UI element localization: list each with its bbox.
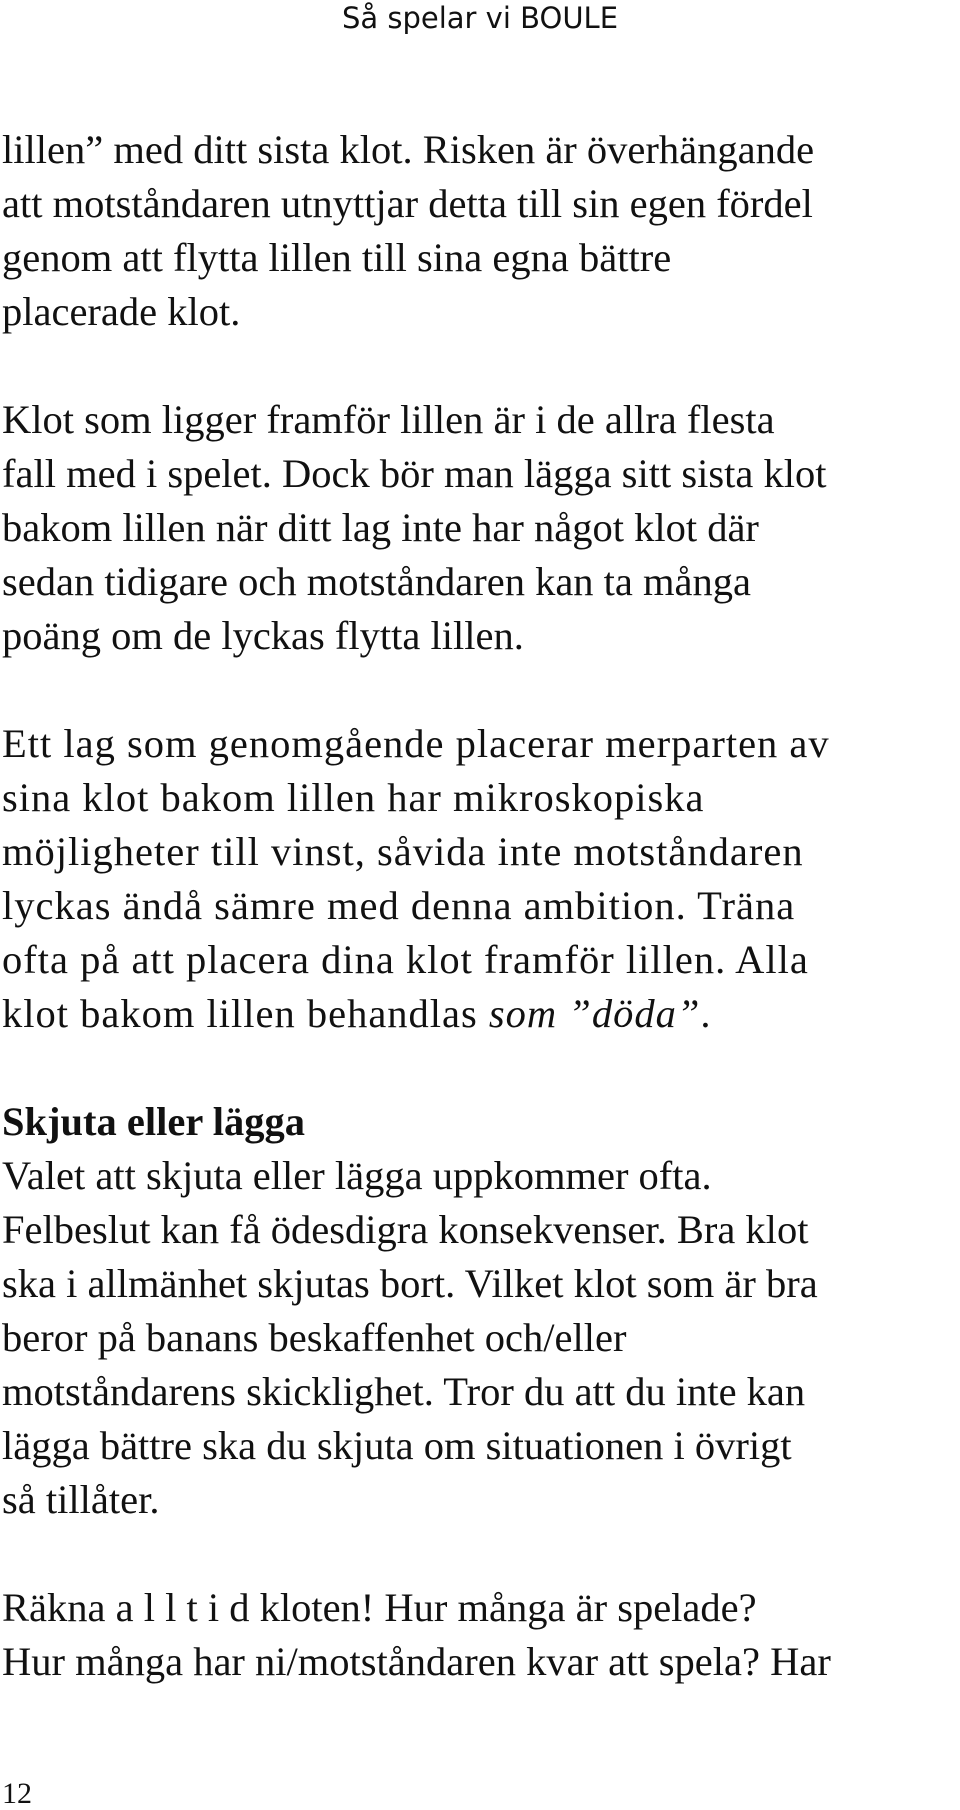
- text-line: genom att flytta lillen till sina egna bättre: [2, 235, 672, 280]
- running-header: Så spelar vi BOULE: [341, 1, 619, 35]
- text-line: Felbeslut kan få ödesdigra konsekvenser. Bra klot: [2, 1207, 809, 1252]
- text-line: motståndarens skicklighet. Tror du att du inte kan: [2, 1369, 806, 1414]
- text-run: klot bakom lillen behandlas: [2, 991, 489, 1036]
- text-line: lyckas ändå sämre med denna ambition. Träna: [2, 883, 796, 928]
- text-line-last: [2, 987, 958, 1041]
- text-line: ofta på att placera dina klot framför lillen. Alla: [2, 937, 809, 982]
- text-line: Hur många har ni/motståndaren kvar att spela? Har: [2, 1639, 831, 1684]
- paragraph-3: [2, 717, 958, 1041]
- text-line: möjligheter till vinst, såvida inte motståndaren: [2, 829, 804, 874]
- page-body: [2, 123, 958, 1689]
- text-line: placerade klot.: [2, 289, 241, 334]
- text-line: beror på banans beskaffenhet och/eller: [2, 1315, 627, 1360]
- text-run: .: [700, 991, 712, 1036]
- text-line: sedan tidigare och motståndaren kan ta många: [2, 559, 751, 604]
- paragraph-5: [2, 1581, 958, 1689]
- text-line: lillen” med ditt sista klot. Risken är överhängande: [2, 127, 815, 172]
- text-line: bakom lillen när ditt lag inte har något klot där: [2, 505, 759, 550]
- text-line: lägga bättre ska du skjuta om situationen i övrigt: [2, 1423, 792, 1468]
- paragraph-2: [2, 393, 958, 663]
- italic-phrase: som ”döda”: [488, 991, 701, 1036]
- page-number: 12: [2, 1777, 32, 1810]
- text-line: ska i allmänhet skjutas bort. Vilket klot som är bra: [2, 1261, 818, 1306]
- text-line: Klot som ligger framför lillen är i de allra flesta: [2, 397, 775, 442]
- text-line: att motståndaren utnyttjar detta till sin egen fördel: [2, 181, 813, 226]
- text-line: poäng om de lyckas flytta lillen.: [2, 613, 524, 658]
- text-line: Valet att skjuta eller lägga uppkommer ofta.: [2, 1153, 712, 1198]
- paragraph-4: [2, 1095, 958, 1527]
- text-line: sina klot bakom lillen har mikroskopiska: [2, 775, 705, 820]
- text-line: så tillåter.: [2, 1477, 160, 1522]
- text-line: Räkna a l l t i d kloten! Hur många är spelade?: [2, 1585, 757, 1630]
- text-line: Ett lag som genomgående placerar merparten av: [2, 721, 830, 766]
- section-heading: Skjuta eller lägga: [2, 1099, 305, 1144]
- text-line: fall med i spelet. Dock bör man lägga sitt sista klot: [2, 451, 827, 496]
- paragraph-1: [2, 123, 958, 339]
